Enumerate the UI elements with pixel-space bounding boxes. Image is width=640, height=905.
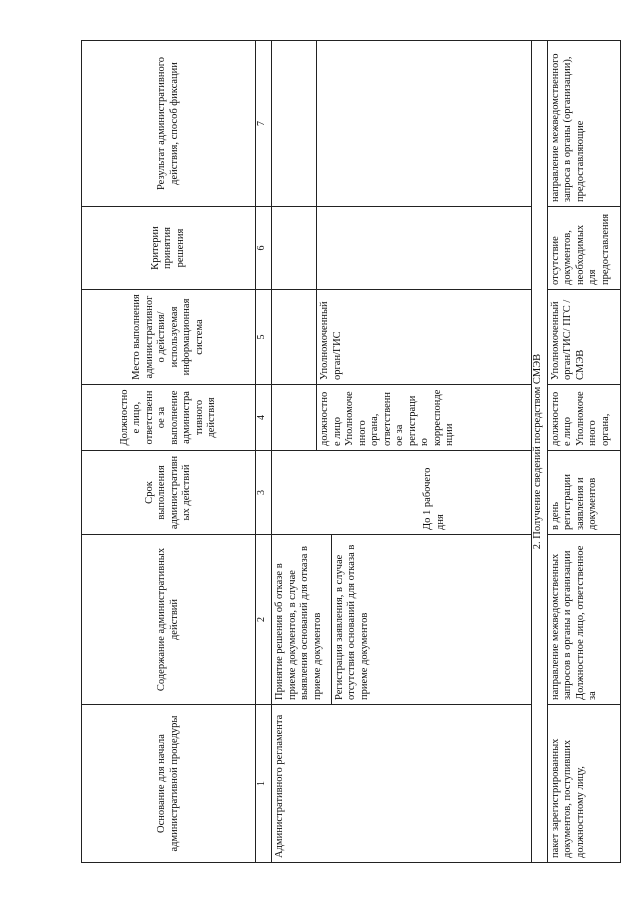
section-2-title: 2. Получение сведений посредством СМЭВ <box>531 41 547 863</box>
header-result: Результат административного действия, способ фиксации <box>82 41 256 207</box>
header-official: Должностное лицо, ответственное за выполнение административного действия <box>82 385 256 451</box>
column-number: 2 <box>256 535 272 705</box>
header-term: Срок выполнения административных действий <box>82 451 256 535</box>
row1-content-reject: Принятие решения об отказе в приеме документов, в случае выявления оснований для отказа в приеме документов <box>272 535 331 705</box>
row1-criteria-cell <box>272 207 531 290</box>
row1-criteria <box>317 207 321 289</box>
section-row <box>531 41 547 863</box>
rotated-table-frame <box>81 41 621 863</box>
table-row <box>272 41 331 863</box>
header-basis: Основание для начала административной процедуры <box>82 705 256 863</box>
header-row <box>82 41 256 863</box>
row2-official: должностное лицо Уполномоченного органа, <box>547 385 620 451</box>
column-number-row <box>256 41 272 863</box>
row2-criteria: отсутствие документов, необходимых для предоставления <box>547 207 620 290</box>
procedure-table <box>81 40 621 863</box>
row1-official-cell <box>272 385 531 451</box>
row1-term <box>272 451 531 535</box>
column-number: 3 <box>256 451 272 535</box>
table-row <box>547 41 620 863</box>
row2-content: направление межведомственных запросов в органы и организации Должностное лицо, ответственное за <box>547 535 620 705</box>
row1-content-register: Регистрация заявления, в случае отсутствия оснований для отказа в приеме документов <box>331 535 531 705</box>
column-number: 7 <box>256 41 272 207</box>
row1-official: должностное лицо Уполномоченного органа, ответственное за регистрацию корреспонденции <box>319 389 456 446</box>
row1-term-text: До 1 рабочего дня <box>422 467 446 530</box>
header-content: Содержание административных действий <box>82 535 256 705</box>
header-criteria: Критерии принятия решения <box>82 207 256 290</box>
row1-place: Уполномоченный орган/ГИС <box>319 301 343 380</box>
row1-result-cell <box>272 41 531 207</box>
row2-place: Уполномоченный орган/ГИС/ ПГС / СМЭВ <box>547 290 620 385</box>
column-number: 6 <box>256 207 272 290</box>
column-number: 1 <box>256 705 272 863</box>
row1-result <box>317 41 321 206</box>
row1-basis: Административного регламента <box>272 705 531 863</box>
header-place: Место выполнения административного действия/ используемая информационная система <box>82 290 256 385</box>
column-number: 5 <box>256 290 272 385</box>
row2-basis: пакет зарегистрированных документов, поступивших должностному лицу, <box>547 705 620 863</box>
row2-result: направление межведомственного запроса в органы (организации), предоставляющие <box>547 41 620 207</box>
row1-place-cell <box>272 290 531 385</box>
column-number: 4 <box>256 385 272 451</box>
row2-term: в день регистрации заявления и документов <box>547 451 620 535</box>
